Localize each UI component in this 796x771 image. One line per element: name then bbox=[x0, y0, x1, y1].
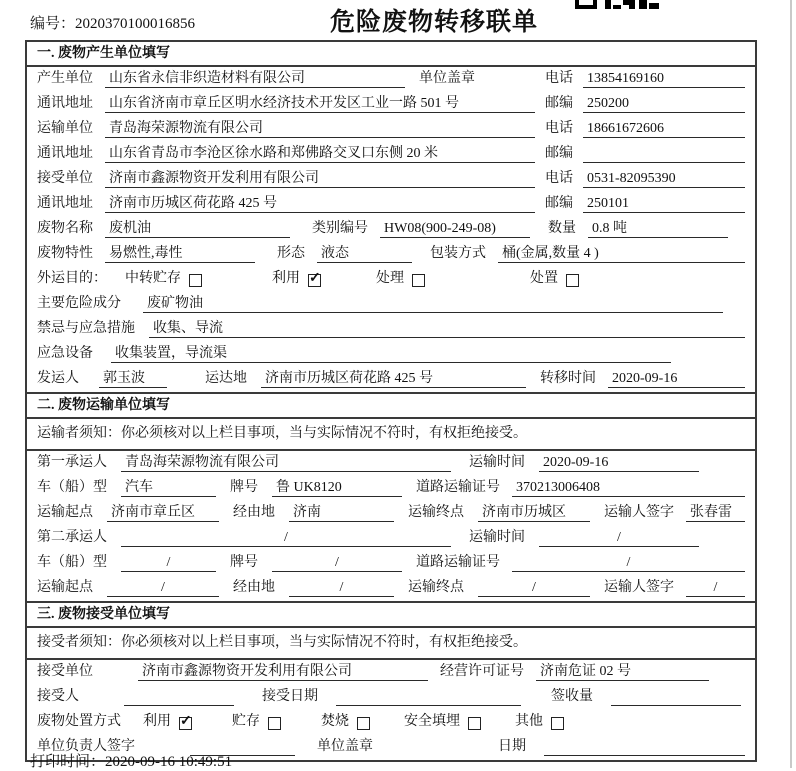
value-plate-number-2: / bbox=[272, 553, 402, 572]
row-accepting-unit bbox=[27, 660, 755, 685]
value-receiver-phone: 0531-82095390 bbox=[583, 169, 745, 188]
label-emergency-equipment: 应急设备 bbox=[37, 346, 93, 361]
row-waste-property bbox=[27, 242, 755, 267]
label-receiver-postcode: 邮编 bbox=[545, 196, 573, 211]
option-label-dispose: 处置 bbox=[530, 271, 558, 286]
value-signed-quantity bbox=[611, 687, 741, 706]
value-shipper: 郭玉波 bbox=[99, 369, 167, 388]
value-receiver-address: 济南市历城区荷花路 425 号 bbox=[105, 194, 535, 213]
option-utilize bbox=[272, 269, 321, 288]
value-receiver-postcode: 250101 bbox=[583, 194, 745, 213]
label-transfer-time: 转移时间 bbox=[540, 371, 596, 386]
value-transport-time-1: 2020-09-16 bbox=[539, 453, 699, 472]
value-receive-date bbox=[336, 687, 521, 706]
row-producer-unit bbox=[27, 67, 755, 92]
label-disposal-method: 废物处置方式 bbox=[37, 714, 121, 729]
row-emergency-equipment bbox=[27, 342, 755, 367]
label-date: 日期 bbox=[498, 739, 526, 754]
value-transport-unit: 青岛海荣源物流有限公司 bbox=[105, 119, 535, 138]
label-unit-seal: 单位盖章 bbox=[419, 71, 475, 86]
value-business-license: 济南危证 02 号 bbox=[536, 662, 709, 681]
row-emergency-measures bbox=[27, 317, 755, 342]
label-producer-postcode: 邮编 bbox=[545, 96, 573, 111]
label-origin-2: 运输起点 bbox=[37, 580, 93, 595]
label-emergency-measures: 禁忌与应急措施 bbox=[37, 321, 135, 336]
label-vehicle-type-2: 车（船）型 bbox=[37, 555, 107, 570]
value-quantity: 0.8 吨 bbox=[588, 219, 728, 238]
serial-label: 编号： bbox=[30, 16, 76, 32]
serial-value: 2020370100016856 bbox=[75, 16, 196, 32]
section2-title: 二. 废物运输单位填写 bbox=[27, 392, 755, 419]
value-transport-postcode bbox=[583, 144, 745, 163]
option-disposal-storage bbox=[232, 712, 281, 731]
label-responsible-signature: 单位负责人签字 bbox=[37, 739, 135, 754]
label-unit-seal-2: 单位盖章 bbox=[317, 739, 373, 754]
value-vehicle-type-1: 汽车 bbox=[121, 478, 216, 497]
row-vehicle-type-1 bbox=[27, 476, 755, 501]
label-destination: 运达地 bbox=[205, 371, 247, 386]
label-category-code: 类别编号 bbox=[312, 221, 368, 236]
serial-number bbox=[30, 12, 195, 33]
label-transport-time-2: 运输时间 bbox=[469, 530, 525, 545]
value-waste-name: 废机油 bbox=[105, 219, 290, 238]
value-origin-1: 济南市章丘区 bbox=[107, 503, 219, 522]
value-emergency-measures: 收集、导流 bbox=[149, 319, 745, 338]
page-title: 危险废物转移联单 bbox=[330, 9, 539, 36]
label-transfer-purpose: 外运目的： bbox=[37, 271, 107, 286]
value-destination: 济南市历城区荷花路 425 号 bbox=[261, 369, 526, 388]
label-origin-1: 运输起点 bbox=[37, 505, 93, 520]
row-transport-route-1 bbox=[27, 501, 755, 526]
label-shipper: 发运人 bbox=[37, 371, 79, 386]
label-business-license: 经营许可证号 bbox=[440, 664, 524, 679]
label-carrier-signature-2: 运输人签字 bbox=[604, 580, 674, 595]
row-transport-route-2 bbox=[27, 576, 755, 601]
value-hazard-component: 废矿物油 bbox=[143, 294, 723, 313]
row-recipient bbox=[27, 685, 755, 710]
row-receiver-address bbox=[27, 192, 755, 217]
value-receiver-unit: 济南市鑫源物资开发利用有限公司 bbox=[105, 169, 535, 188]
value-producer-postcode: 250200 bbox=[583, 94, 745, 113]
label-via-1: 经由地 bbox=[233, 505, 275, 520]
label-producer-address: 通讯地址 bbox=[37, 96, 93, 111]
label-second-carrier: 第二承运人 bbox=[37, 530, 107, 545]
label-hazard-component: 主要危险成分 bbox=[37, 296, 121, 311]
value-endpoint-1: 济南市历城区 bbox=[478, 503, 590, 522]
row-disposal-method bbox=[27, 710, 755, 735]
value-transfer-time: 2020-09-16 bbox=[608, 369, 745, 388]
label-accepting-unit: 接受单位 bbox=[37, 664, 93, 679]
label-receive-date: 接受日期 bbox=[262, 689, 318, 704]
label-transport-postcode: 邮编 bbox=[545, 146, 573, 161]
option-label-disposal-incinerate: 焚烧 bbox=[321, 714, 349, 729]
row-waste-name bbox=[27, 217, 755, 242]
option-label-disposal-storage: 贮存 bbox=[232, 714, 260, 729]
option-label-disposal-landfill: 安全填埋 bbox=[404, 714, 460, 729]
label-producer-phone: 电话 bbox=[545, 71, 573, 86]
label-form-state: 形态 bbox=[277, 246, 305, 261]
value-category-code: HW08(900-249-08) bbox=[380, 219, 530, 238]
checkbox-disposal-storage-icon bbox=[268, 717, 281, 730]
option-label-treat: 处理 bbox=[376, 271, 404, 286]
row-transport-unit bbox=[27, 117, 755, 142]
value-waste-property: 易燃性,毒性 bbox=[105, 244, 255, 263]
transporter-notice: 运输者须知：你必须核对以上栏目事项，当与实际情况不符时，有权拒绝接受。 bbox=[27, 419, 755, 451]
label-vehicle-type-1: 车（船）型 bbox=[37, 480, 107, 495]
label-receiver-unit: 接受单位 bbox=[37, 171, 93, 186]
row-producer-address bbox=[27, 92, 755, 117]
label-road-permit-1: 道路运输证号 bbox=[416, 480, 500, 495]
checkbox-dispose-icon bbox=[566, 274, 579, 287]
label-waste-property: 废物特性 bbox=[37, 246, 93, 261]
row-second-carrier bbox=[27, 526, 755, 551]
option-label-disposal-utilize: 利用 bbox=[143, 714, 171, 729]
row-first-carrier bbox=[27, 451, 755, 476]
row-transport-address bbox=[27, 142, 755, 167]
row-transfer-purpose bbox=[27, 267, 755, 292]
label-transport-phone: 电话 bbox=[545, 121, 573, 136]
option-transit-storage bbox=[125, 269, 202, 288]
option-treat bbox=[376, 269, 425, 288]
value-vehicle-type-2: / bbox=[121, 553, 216, 572]
receiver-notice: 接受者须知：你必须核对以上栏目事项，当与实际情况不符时，有权拒绝接受。 bbox=[27, 628, 755, 660]
value-producer-phone: 13854169160 bbox=[583, 69, 745, 88]
option-disposal-other bbox=[515, 712, 564, 731]
qr-code-fragment bbox=[575, 0, 659, 9]
label-via-2: 经由地 bbox=[233, 580, 275, 595]
row-vehicle-type-2 bbox=[27, 551, 755, 576]
label-plate-number-2: 牌号 bbox=[230, 555, 258, 570]
value-road-permit-1: 370213006408 bbox=[512, 478, 745, 497]
label-signed-quantity: 签收量 bbox=[551, 689, 593, 704]
value-date bbox=[544, 737, 745, 756]
label-receiver-address: 通讯地址 bbox=[37, 196, 93, 211]
value-carrier-signature-2: / bbox=[686, 578, 745, 597]
print-time-value: 2020-09-16 10:49:51 bbox=[105, 754, 233, 770]
label-endpoint-2: 运输终点 bbox=[408, 580, 464, 595]
manifest-form bbox=[25, 40, 757, 762]
value-producer-address: 山东省济南市章丘区明水经济技术开发区工业一路 501 号 bbox=[105, 94, 535, 113]
value-emergency-equipment: 收集装置，导流渠 bbox=[111, 344, 671, 363]
label-first-carrier: 第一承运人 bbox=[37, 455, 107, 470]
checkbox-utilize-icon bbox=[308, 274, 321, 287]
label-waste-name: 废物名称 bbox=[37, 221, 93, 236]
label-road-permit-2: 道路运输证号 bbox=[416, 555, 500, 570]
option-disposal-utilize bbox=[143, 712, 192, 731]
option-disposal-incinerate bbox=[321, 712, 370, 731]
row-receiver-unit bbox=[27, 167, 755, 192]
section3-title: 三. 废物接受单位填写 bbox=[27, 601, 755, 628]
print-time-label: 打印时间： bbox=[30, 754, 106, 770]
value-form-state: 液态 bbox=[317, 244, 412, 263]
value-road-permit-2: / bbox=[512, 553, 745, 572]
value-packaging: 桶(金属,数量 4 ) bbox=[498, 244, 745, 263]
label-plate-number-1: 牌号 bbox=[230, 480, 258, 495]
label-endpoint-1: 运输终点 bbox=[408, 505, 464, 520]
value-endpoint-2: / bbox=[478, 578, 590, 597]
checkbox-disposal-incinerate-icon bbox=[357, 717, 370, 730]
value-transport-address: 山东省青岛市李沧区徐水路和郑佛路交叉口东侧 20 米 bbox=[105, 144, 535, 163]
value-origin-2: / bbox=[107, 578, 219, 597]
value-second-carrier: / bbox=[121, 528, 451, 547]
checkbox-disposal-utilize-icon bbox=[179, 717, 192, 730]
row-hazard-component bbox=[27, 292, 755, 317]
section1-title: 一. 废物产生单位填写 bbox=[27, 42, 755, 67]
checkbox-transit-storage-icon bbox=[189, 274, 202, 287]
option-label-transit-storage: 中转贮存 bbox=[125, 271, 181, 286]
label-packaging: 包装方式 bbox=[430, 246, 486, 261]
label-transport-time-1: 运输时间 bbox=[469, 455, 525, 470]
label-quantity: 数量 bbox=[548, 221, 576, 236]
value-transport-phone: 18661672606 bbox=[583, 119, 745, 138]
value-carrier-signature-1: 张春雷 bbox=[686, 503, 745, 522]
checkbox-disposal-other-icon bbox=[551, 717, 564, 730]
value-via-1: 济南 bbox=[289, 503, 394, 522]
value-transport-time-2: / bbox=[539, 528, 699, 547]
checkbox-treat-icon bbox=[412, 274, 425, 287]
value-accepting-unit: 济南市鑫源物资开发利用有限公司 bbox=[138, 662, 428, 681]
option-label-utilize: 利用 bbox=[272, 271, 300, 286]
label-transport-unit: 运输单位 bbox=[37, 121, 93, 136]
value-recipient bbox=[124, 687, 234, 706]
label-recipient: 接受人 bbox=[37, 689, 79, 704]
scan-edge-line bbox=[790, 0, 792, 768]
value-via-2: / bbox=[289, 578, 394, 597]
label-producer-unit: 产生单位 bbox=[37, 71, 93, 86]
option-dispose bbox=[530, 269, 579, 288]
value-plate-number-1: 鲁 UK8120 bbox=[272, 478, 402, 497]
label-carrier-signature-1: 运输人签字 bbox=[604, 505, 674, 520]
value-producer-unit: 山东省永信非织造材料有限公司 bbox=[105, 69, 405, 88]
label-receiver-phone: 电话 bbox=[545, 171, 573, 186]
option-label-disposal-other: 其他 bbox=[515, 714, 543, 729]
option-disposal-landfill bbox=[404, 712, 481, 731]
row-shipper bbox=[27, 367, 755, 392]
value-first-carrier: 青岛海荣源物流有限公司 bbox=[121, 453, 451, 472]
label-transport-address: 通讯地址 bbox=[37, 146, 93, 161]
checkbox-disposal-landfill-icon bbox=[468, 717, 481, 730]
